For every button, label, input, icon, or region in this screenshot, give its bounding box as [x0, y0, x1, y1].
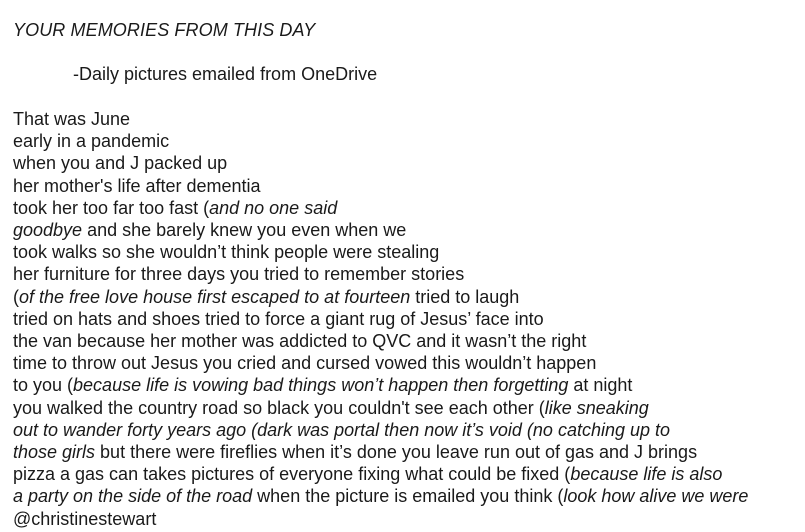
poem-text-segment: the van because her mother was addicted to QVC and it wasn’t the right [13, 331, 587, 352]
poem-text-segment: @christinestewart [13, 508, 157, 529]
poem-line [13, 286, 805, 308]
poem-text-segment: pizza a gas can takes pictures of everyone fixing what could be fixed ( [13, 464, 571, 485]
poem-line [13, 463, 805, 485]
poem-text-segment: and she barely knew you even when we [82, 220, 407, 241]
poem-text-segment: her furniture for three days you tried to remember stories [13, 264, 465, 285]
poem-line [13, 441, 805, 463]
poem-line [13, 485, 805, 507]
poem-italic-segment: and no one said [209, 197, 338, 218]
poem-line [13, 419, 805, 441]
poem-italic-segment: those girls [13, 442, 96, 463]
poem-line [13, 508, 805, 530]
poem-text-segment: That was June [13, 109, 131, 129]
poem-text-segment: when the picture is emailed you think ( [252, 486, 564, 507]
poem-line [13, 374, 805, 396]
poem-text-segment: took walks so she wouldn’t think people were stealing [13, 242, 440, 263]
poem-epigraph: -Daily pictures emailed from OneDrive [73, 64, 378, 84]
poem-italic-segment: a party on the side of the road [13, 486, 253, 507]
poem-italic-segment: because life is also [570, 464, 723, 485]
poem-line [13, 263, 805, 285]
poem-italic-segment: because life is vowing bad things won’t happen then forgetting [73, 375, 569, 396]
poem-line [13, 108, 805, 130]
poem-text-segment: time to throw out Jesus you cried and cursed vowed this wouldn’t happen [13, 353, 597, 374]
poem-text-segment: ( [13, 286, 19, 307]
poem-text-segment: her mother's life after dementia [13, 175, 261, 196]
poem-italic-segment: look how alive we were [563, 486, 749, 507]
poem-line [13, 241, 805, 263]
poem-line [13, 352, 805, 374]
poem-italic-segment: of the free love house first escaped to at fourteen [19, 286, 411, 307]
poem-text-segment: early in a pandemic [13, 131, 170, 152]
poem-text-segment: to you ( [13, 375, 74, 396]
poem-line [13, 219, 805, 241]
poem-line [13, 152, 805, 174]
poem-body [13, 108, 805, 530]
poem-italic-segment: like sneaking [544, 397, 649, 418]
poem-text-segment: you walked the country road so black you couldn't see each other ( [13, 397, 545, 418]
poem-line [13, 130, 805, 152]
poem-italic-segment: out to wander forty years ago (dark was portal then now it’s void (no catching up to [13, 419, 671, 440]
poem-text-segment: but there were fireflies when it’s done you leave run out of gas and J brings [95, 442, 698, 463]
poem-line [13, 397, 805, 419]
poem-line [13, 197, 805, 219]
poem-title: YOUR MEMORIES FROM THIS DAY [13, 20, 316, 40]
poem-text-segment: when you and J packed up [13, 153, 228, 174]
poem-line [13, 330, 805, 352]
poem-line [13, 308, 805, 330]
poem-italic-segment: goodbye [13, 220, 83, 241]
poem-text-segment: tried to laugh [410, 286, 520, 307]
poem-text-segment: took her too far too fast ( [13, 197, 210, 218]
poem-text-segment: tried on hats and shoes tried to force a giant rug of Jesus’ face into [13, 308, 544, 329]
poem-text-segment: at night [568, 375, 633, 396]
poem-line [13, 175, 805, 197]
